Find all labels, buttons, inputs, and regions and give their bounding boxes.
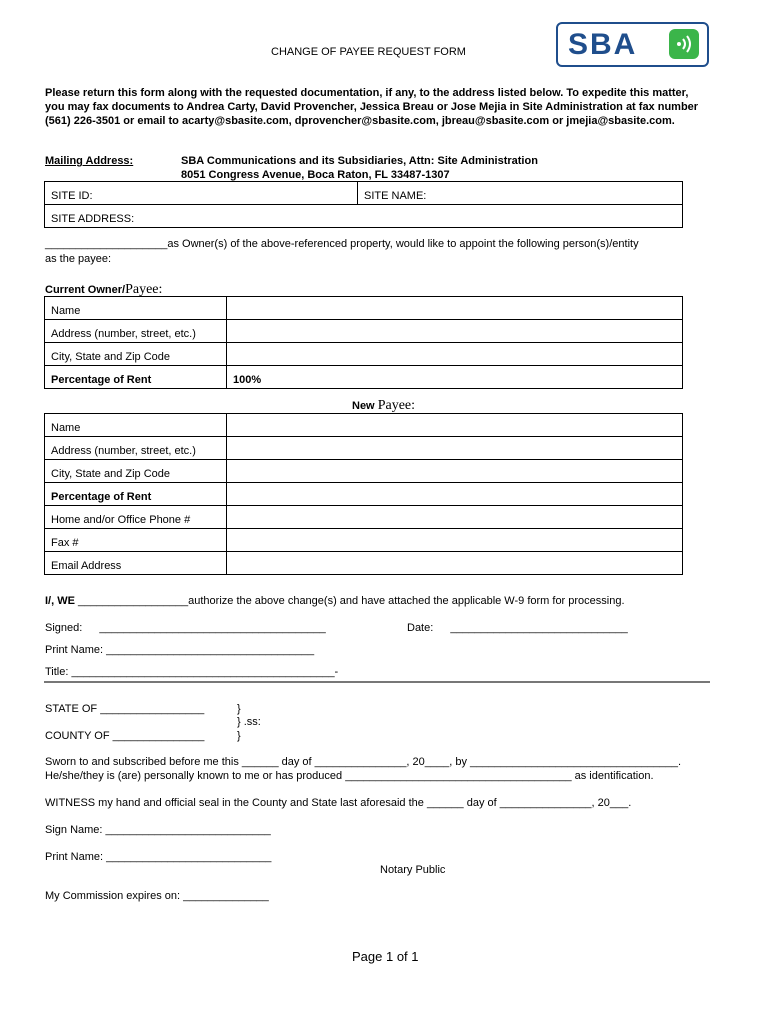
owner-statement xyxy=(45,238,639,250)
mailing-line-2: 8051 Congress Avenue, Boca Raton, FL 33487-1307 xyxy=(181,169,450,181)
current-owner-heading: Current Owner/Payee: xyxy=(45,282,163,297)
form-title: CHANGE OF PAYEE REQUEST FORM xyxy=(271,46,466,58)
brace-3: } xyxy=(237,730,241,742)
mailing-label: Mailing Address: xyxy=(45,155,134,167)
new-payee-table xyxy=(44,413,683,575)
new-payee-name-input[interactable] xyxy=(227,414,683,437)
current-owner-name-input[interactable] xyxy=(227,297,683,320)
intro-line-3: (561) 226-3501 or email to acarty@sbasite.com, dprovencher@sbasite.com, jbreau@sbasite.com or jmejia@sbasite.com. xyxy=(45,115,675,127)
new-payee-email-input[interactable] xyxy=(227,552,683,575)
new-payee-name-label: Name xyxy=(45,414,227,437)
site-address-label: SITE ADDRESS: xyxy=(51,213,135,225)
intro-line-1: Please return this form along with the requested documentation, if any, to the address listed below. To expedite this matter, xyxy=(45,87,689,99)
site-id-cell[interactable] xyxy=(45,182,358,205)
signed-line: Signed: _____________________________________ xyxy=(45,622,326,634)
current-owner-percentage-label: Percentage of Rent xyxy=(45,366,227,389)
new-payee-address-input[interactable] xyxy=(227,437,683,460)
new-payee-email-label: Email Address xyxy=(45,552,227,575)
brace-1: } xyxy=(237,703,241,715)
owner-blank[interactable]: ____________________ xyxy=(45,238,168,250)
notary-sign-name[interactable]: Sign Name: ___________________________ xyxy=(45,824,271,836)
new-payee-city-input[interactable] xyxy=(227,460,683,483)
new-payee-fax-input[interactable] xyxy=(227,529,683,552)
current-owner-city-input[interactable] xyxy=(227,343,683,366)
new-payee-fax-label: Fax # xyxy=(45,529,227,552)
intro-line-2: you may fax documents to Andrea Carty, David Provencher, Jessica Breau or Jose Mejia in Site Administration at fax number xyxy=(45,101,699,113)
current-owner-address-input[interactable] xyxy=(227,320,683,343)
new-payee-phone-input[interactable] xyxy=(227,506,683,529)
new-payee-heading: New Payee: xyxy=(352,398,416,413)
current-owner-percentage-value: 100% xyxy=(227,366,683,389)
title-line: Title: ___________________________________________- xyxy=(45,666,339,678)
site-name-cell[interactable] xyxy=(358,182,683,205)
date-blank[interactable]: _____________________________ xyxy=(450,622,628,634)
print-name-blank[interactable]: __________________________________ xyxy=(106,644,315,656)
site-name-label: SITE NAME: xyxy=(364,190,427,202)
site-table xyxy=(44,181,683,228)
new-payee-percentage-label: Percentage of Rent xyxy=(45,483,227,506)
title-blank[interactable]: ___________________________________________- xyxy=(71,666,339,678)
signal-icon xyxy=(669,29,699,59)
new-payee-phone-label: Home and/or Office Phone # xyxy=(45,506,227,529)
site-id-label: SITE ID: xyxy=(51,190,93,202)
date-line: Date: _____________________________ xyxy=(407,622,628,634)
witness-line: WITNESS my hand and official seal in the County and State last aforesaid the ______ day of _______________, 20___. xyxy=(45,797,632,809)
sworn-line-2: He/she/they is (are) personally known to me or has produced _____________________________________ as identification. xyxy=(45,770,654,782)
brace-2: } .ss: xyxy=(237,716,261,728)
page-number: Page 1 of 1 xyxy=(352,949,419,964)
divider xyxy=(44,681,710,683)
owner-statement-text: as Owner(s) of the above-referenced property, would like to appoint the following person(s)/entity xyxy=(167,238,639,250)
authorize-line: I/, WE __________________authorize the above change(s) and have attached the applicable W-9 form for processing. xyxy=(45,595,625,607)
notary-print-name[interactable]: Print Name: ___________________________ xyxy=(45,851,272,863)
mailing-line-1: SBA Communications and its Subsidiaries, Attn: Site Administration xyxy=(181,155,538,167)
site-address-cell[interactable] xyxy=(45,205,683,228)
current-owner-name-label: Name xyxy=(45,297,227,320)
commission-expires[interactable]: My Commission expires on: ______________ xyxy=(45,890,269,902)
new-payee-address-label: Address (number, street, etc.) xyxy=(45,437,227,460)
signed-blank[interactable]: _____________________________________ xyxy=(99,622,326,634)
county-of[interactable]: COUNTY OF _______________ xyxy=(45,730,205,742)
sworn-line-1: Sworn to and subscribed before me this ______ day of _______________, 20____, by __________________________________. xyxy=(45,756,682,768)
logo-text: SBA xyxy=(568,28,638,61)
current-owner-address-label: Address (number, street, etc.) xyxy=(45,320,227,343)
current-owner-table xyxy=(44,296,683,389)
print-name-line: Print Name: __________________________________ xyxy=(45,644,315,656)
owner-statement-line-2: as the payee: xyxy=(45,253,112,265)
new-payee-city-label: City, State and Zip Code xyxy=(45,460,227,483)
notary-public-label: Notary Public xyxy=(380,864,446,876)
current-owner-city-label: City, State and Zip Code xyxy=(45,343,227,366)
new-payee-percentage-input[interactable] xyxy=(227,483,683,506)
authorize-blank[interactable]: __________________ xyxy=(78,595,189,607)
state-of[interactable]: STATE OF _________________ xyxy=(45,703,205,715)
sba-logo xyxy=(556,22,709,67)
